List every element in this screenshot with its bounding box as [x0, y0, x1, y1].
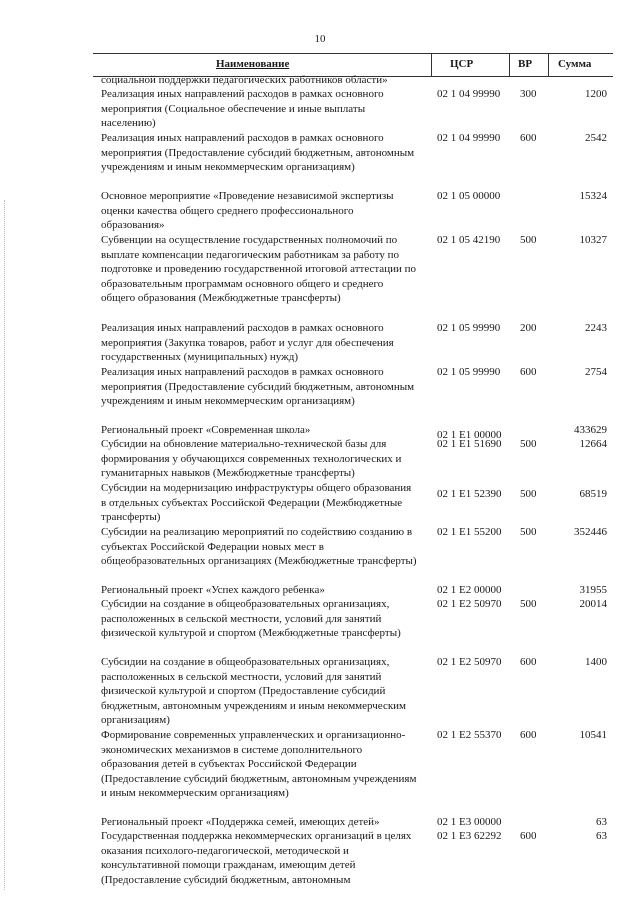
row-name: Региональный проект «Современная школа»: [101, 424, 311, 436]
row-vr: 600: [520, 366, 537, 378]
row-sum: 352446: [574, 526, 607, 538]
table-row: [0, 73, 640, 87]
row-csr: 02 1 05 42190: [437, 234, 501, 246]
row-vr: 500: [520, 488, 537, 500]
row-csr: 02 1 E3 00000: [437, 816, 502, 828]
row-vr: 300: [520, 88, 537, 100]
table-row: [0, 525, 640, 583]
table-row: [0, 423, 640, 441]
row-csr: 02 1 04 99990: [437, 132, 501, 144]
row-vr: 600: [520, 656, 537, 668]
table-row: [0, 233, 640, 321]
row-vr: 600: [520, 132, 537, 144]
row-name: Реализация иных направлений расходов в рамках основного мероприятия (Предоставление субсидий бюджетным, автономным учреждениям и иным некоммерческим организациям): [101, 366, 415, 407]
row-name: Реализация иных направлений расходов в рамках основного мероприятия (Предоставление субсидий бюджетным, автономным учреждениям и иным некоммерческим организациям): [101, 132, 415, 173]
row-name: Реализация иных направлений расходов в рамках основного мероприятия (Социальное обеспечение и иные выплаты населению): [101, 88, 384, 129]
row-sum: 2243: [585, 322, 607, 334]
row-csr: 02 1 E1 55200: [437, 526, 502, 538]
row-csr: 02 1 05 00000: [437, 190, 501, 202]
row-name: Региональный проект «Успех каждого ребенка»: [101, 584, 325, 596]
row-sum: 63: [596, 816, 607, 828]
row-name: Субсидии на модернизацию инфраструктуры общего образования в отдельных субъектах Российской Федерации (Межбюджетные трансферты): [101, 482, 412, 523]
header-csr: ЦСР: [450, 58, 474, 70]
row-sum: 15324: [579, 190, 607, 202]
row-name: социальной поддержки педагогических работников области»: [101, 74, 388, 86]
row-vr: 600: [520, 729, 537, 741]
row-vr: 500: [520, 598, 537, 610]
row-csr: 02 1 04 99990: [437, 88, 501, 100]
row-csr: 02 1 E2 55370: [437, 729, 502, 741]
row-csr: 02 1 E2 50970: [437, 656, 502, 668]
row-name: Региональный проект «Поддержка семей, имеющих детей»: [101, 816, 380, 828]
row-csr: 02 1 E2 50970: [437, 598, 502, 610]
table-row: [0, 829, 640, 887]
row-csr: 02 1 E2 00000: [437, 584, 502, 596]
row-vr: 200: [520, 322, 537, 334]
row-sum: 1200: [585, 88, 607, 100]
row-sum: 63: [596, 830, 607, 842]
row-name: Субсидии на создание в общеобразовательных организациях, расположенных в сельской местности, условий для занятий физической культурой и спортом (Предоставление субсидий бюджетным, автономным учреждениям и иным некоммерческим организациям): [101, 656, 407, 726]
row-vr: 500: [520, 438, 537, 450]
row-sum: 2542: [585, 132, 607, 144]
row-csr: 02 1 E1 00000: [437, 429, 502, 441]
page-number: 10: [314, 33, 326, 45]
row-csr: 02 1 E3 62292: [437, 830, 502, 842]
table-row: [0, 87, 640, 131]
header-name: Наименование: [216, 58, 290, 70]
row-vr: 500: [520, 526, 537, 538]
table-row: [0, 189, 640, 233]
row-sum: 2754: [585, 366, 607, 378]
row-sum: 20014: [579, 598, 607, 610]
table-row: [0, 583, 640, 597]
row-sum: 10541: [579, 729, 607, 741]
budget-table: [0, 73, 640, 887]
row-name: Реализация иных направлений расходов в рамках основного мероприятия (Закупка товаров, работ и услуг для обеспечения государственных (муниципальных) нужд): [101, 322, 394, 363]
row-name: Субсидии на реализацию мероприятий по содействию созданию в субъектах Российской Федерации новых мест в общеобразовательных организациях (Межбюджетные трансферты): [101, 526, 417, 567]
row-sum: 31955: [579, 584, 607, 596]
table-row: [0, 321, 640, 365]
scan-margin-mark: [4, 200, 6, 890]
row-sum: 12664: [579, 438, 607, 450]
row-csr: 02 1 E1 51690: [437, 438, 502, 450]
row-sum: 433629: [574, 424, 607, 436]
header-vr: ВР: [518, 58, 533, 70]
row-vr: 600: [520, 830, 537, 842]
row-vr: 500: [520, 234, 537, 246]
row-name: Субсидии на создание в общеобразовательных организациях, расположенных в сельской местности, условий для занятий физической культурой и спортом (Межбюджетные трансферты): [101, 598, 401, 639]
row-name: Основное мероприятие «Проведение независимой экспертизы оценки качества общего среднего профессионального образования»: [101, 190, 394, 231]
table-row: [0, 655, 640, 728]
row-name: Субвенции на осуществление государственных полномочий по выплате компенсации педагогическим работникам за работу по подготовке и проведению государственной итоговой аттестации по образовательным программам основного общего и среднего общего образования (Межбюджетные трансферты): [101, 234, 416, 304]
row-name: Государственная поддержка некоммерческих организаций в целях оказания психолого-педагогической, методической и консультативной помощи гражданам, имеющим детей (Предоставление субсидий бюджетным, автономным: [101, 830, 412, 886]
table-row: [0, 597, 640, 655]
table-row: [0, 365, 640, 423]
row-csr: 02 1 E1 52390: [437, 488, 502, 500]
table-row: [0, 728, 640, 815]
table-row: [0, 815, 640, 829]
table-row: [0, 131, 640, 189]
row-csr: 02 1 05 99990: [437, 322, 501, 334]
table-row: [0, 437, 640, 481]
header-sum: Сумма: [558, 58, 592, 70]
row-sum: 10327: [579, 234, 607, 246]
row-sum: 68519: [579, 488, 607, 500]
row-csr: 02 1 05 99990: [437, 366, 501, 378]
row-sum: 1400: [585, 656, 607, 668]
table-row: [0, 481, 640, 525]
row-name: Формирование современных управленческих и организационно-экономических механизмов в системе дополнительного образования детей в субъектах Российской Федерации (Предоставление субсидий бюджетным, автономным учреждениям и иным некоммерческим организациям): [101, 729, 417, 799]
row-name: Субсидии на обновление материально-технической базы для формирования у обучающихся современных технологических и гуманитарных навыков (Межбюджетные трансферты): [101, 438, 402, 479]
